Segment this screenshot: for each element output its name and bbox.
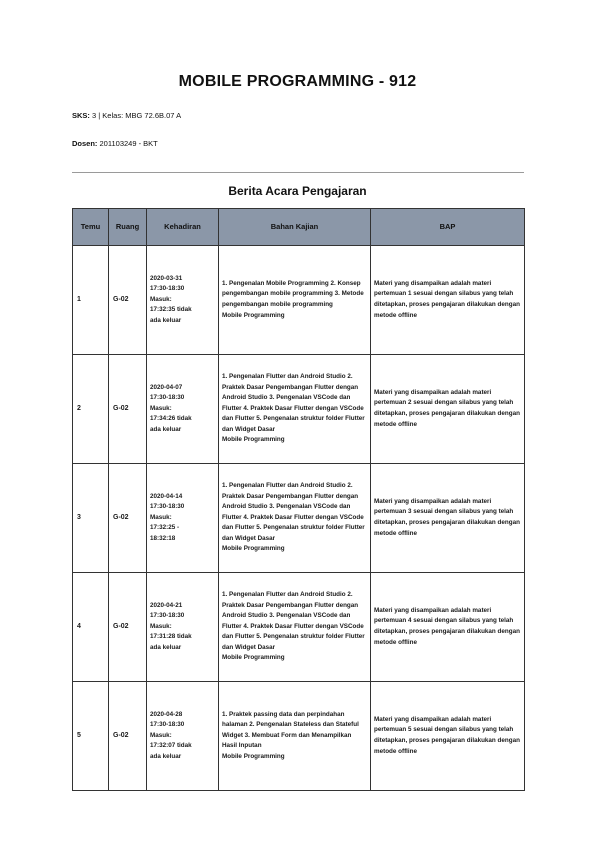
cell-bap: Materi yang disampaikan adalah materi pertemuan 2 sesuai dengan silabus yang telah ditetapkan, proses pengajaran dilakukan dengan metode offline: [371, 355, 525, 464]
section-title: Berita Acara Pengajaran: [228, 184, 367, 198]
sks-label: SKS:: [72, 111, 90, 120]
cell-kehadiran: 2020-04-28 17:30-18:30 Masuk: 17:32:07 tidak ada keluar: [147, 682, 219, 791]
cell-bahan-kajian: 1. Praktek passing data dan perpindahan halaman 2. Pengenalan Stateless dan Stateful Widget 3. Membuat Form dan Menampilkan Hasil Inputan Mobile Programming: [219, 682, 371, 791]
cell-bap: Materi yang disampaikan adalah materi pertemuan 5 sesuai dengan silabus yang telah ditetapkan, proses pengajaran dilakukan dengan metode offline: [371, 682, 525, 791]
course-info: [72, 111, 181, 120]
table-header-row: [73, 209, 525, 246]
cell-ruang: G-02: [109, 246, 147, 355]
lecturer-info: [72, 139, 158, 148]
cell-temu: 2: [73, 355, 109, 464]
column-header-ruang: Ruang: [109, 209, 147, 246]
column-header-temu: Temu: [73, 209, 109, 246]
cell-kehadiran: 2020-04-07 17:30-18:30 Masuk: 17:34:26 tidak ada keluar: [147, 355, 219, 464]
cell-ruang: G-02: [109, 682, 147, 791]
teaching-report-table: [72, 208, 525, 791]
table-row: [73, 464, 525, 573]
column-header-bahan-kajian: Bahan Kajian: [219, 209, 371, 246]
cell-temu: 3: [73, 464, 109, 573]
cell-kehadiran: 2020-03-31 17:30-18:30 Masuk: 17:32:35 tidak ada keluar: [147, 246, 219, 355]
cell-kehadiran: 2020-04-21 17:30-18:30 Masuk: 17:31:28 tidak ada keluar: [147, 573, 219, 682]
cell-bap: Materi yang disampaikan adalah materi pertemuan 4 sesuai dengan silabus yang telah ditetapkan, proses pengajaran dilakukan dengan metode offline: [371, 573, 525, 682]
dosen-label: Dosen:: [72, 139, 98, 148]
table-row: [73, 355, 525, 464]
cell-bap: Materi yang disampaikan adalah materi pertemuan 3 sesuai dengan silabus yang telah ditetapkan, proses pengajaran dilakukan dengan metode offline: [371, 464, 525, 573]
cell-ruang: G-02: [109, 573, 147, 682]
cell-ruang: G-02: [109, 355, 147, 464]
cell-bahan-kajian: 1. Pengenalan Mobile Programming 2. Konsep pengembangan mobile programming 3. Metode pengembangan mobile programming Mobile Programming: [219, 246, 371, 355]
table-row: [73, 246, 525, 355]
cell-bahan-kajian: 1. Pengenalan Flutter dan Android Studio 2. Praktek Dasar Pengembangan Flutter dengan Android Studio 3. Pengenalan VSCode dan Flutter 4. Praktek Dasar Flutter dengan VSCode dan Flutter 5. Pengenalan struktur folder Flutter dan Widget Dasar Mobile Programming: [219, 464, 371, 573]
cell-bahan-kajian: 1. Pengenalan Flutter dan Android Studio 2. Praktek Dasar Pengembangan Flutter dengan Android Studio 3. Pengenalan VSCode dan Flutter 4. Praktek Dasar Flutter dengan VSCode dan Flutter 5. Pengenalan struktur folder Flutter dan Widget Dasar Mobile Programming: [219, 573, 371, 682]
cell-bahan-kajian: 1. Pengenalan Flutter dan Android Studio 2. Praktek Dasar Pengembangan Flutter dengan Android Studio 3. Pengenalan VSCode dan Flutter 4. Praktek Dasar Flutter dengan VSCode dan Flutter 5. Pengenalan struktur folder Flutter dan Widget Dasar Mobile Programming: [219, 355, 371, 464]
cell-kehadiran: 2020-04-14 17:30-18:30 Masuk: 17:32:25 - 18:32:18: [147, 464, 219, 573]
column-header-kehadiran: Kehadiran: [147, 209, 219, 246]
cell-temu: 1: [73, 246, 109, 355]
cell-temu: 4: [73, 573, 109, 682]
sks-class-value: 3 | Kelas: MBG 72.6B.07 A: [92, 111, 182, 120]
cell-temu: 5: [73, 682, 109, 791]
table-row: [73, 682, 525, 791]
document-title: MOBILE PROGRAMMING - 912: [178, 73, 417, 90]
dosen-value: 201103249 - BKT: [99, 139, 158, 148]
column-header-bap: BAP: [371, 209, 525, 246]
table-row: [73, 573, 525, 682]
cell-bap: Materi yang disampaikan adalah materi pertemuan 1 sesuai dengan silabus yang telah ditetapkan, proses pengajaran dilakukan dengan metode offline: [371, 246, 525, 355]
divider: [72, 172, 524, 173]
cell-ruang: G-02: [109, 464, 147, 573]
